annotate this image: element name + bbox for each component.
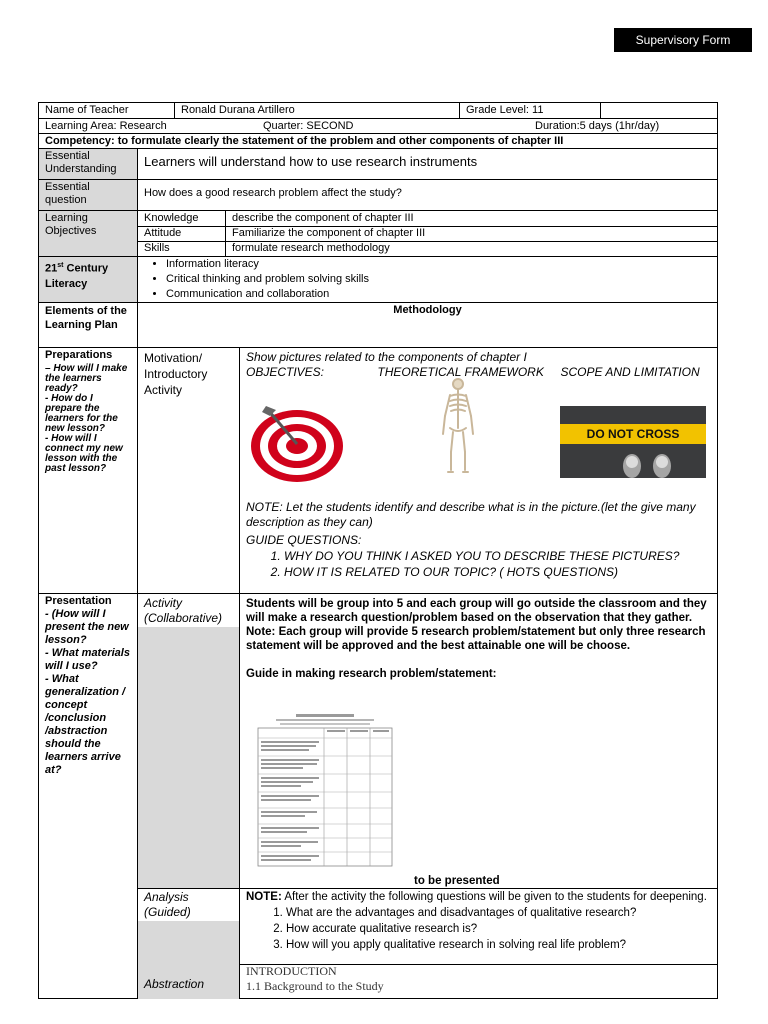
essential-understanding-value: Learners will understand how to use research instruments (144, 154, 478, 169)
activity-subrow (138, 594, 717, 889)
knowledge-row (138, 211, 717, 227)
motivation-note: NOTE: Let the students identify and describe what is in the picture.(let the give many description as they can) (246, 500, 696, 529)
essential-understanding-row (39, 149, 717, 180)
analysis-content (240, 888, 717, 964)
activity-label: Activity (Collaborative) (144, 596, 223, 625)
do-not-cross-image (560, 406, 706, 478)
analysis-gray-fill (138, 921, 239, 964)
analysis-question: 1. What are the advantages and disadvantages of qualitative research? (286, 905, 711, 921)
teacher-row (39, 103, 717, 119)
activity-guide: Guide in making research problem/statement: (246, 668, 497, 680)
activity-paragraph: Students will be group into 5 and each group will go outside the classroom and they will make a research question/problem based on the observation that they gather. (246, 598, 707, 624)
presentation-question: - (How will I present the new lesson? (45, 608, 129, 646)
motivation-line2: OBJECTIVES: THEORETICAL FRAMEWORK SCOPE AND LIMITATION (246, 365, 700, 379)
teacher-label: Name of Teacher (39, 103, 175, 118)
elements-label: Elements of the Learning Plan (39, 303, 138, 347)
duration: Duration:5 days (1hr/day) (535, 120, 660, 132)
guide-questions-label: GUIDE QUESTIONS: (246, 533, 362, 547)
preparations-label-cell (39, 348, 138, 593)
preparations-question: – How will I make the learners ready? (45, 363, 128, 394)
presentation-row (39, 594, 717, 999)
skills-value: formulate research methodology (232, 242, 390, 254)
essential-understanding-label: Essential Understanding (39, 149, 138, 179)
grade-level: Grade Level: 11 (460, 103, 601, 118)
learning-area-row (39, 119, 717, 134)
to-be-presented: to be presented (414, 875, 500, 887)
literacy-label: 21st Century Literacy (39, 257, 138, 302)
supervisory-form-badge: Supervisory Form (614, 28, 752, 52)
skills-label: Skills (138, 241, 226, 256)
analysis-note: NOTE: After the activity the following questions will be given to the students for deepening. (246, 891, 707, 903)
learning-area: Learning Area: Research (45, 120, 167, 132)
literacy-item: • Critical thinking and problem solving skills (166, 272, 711, 287)
motivation-content (240, 348, 717, 593)
motivation-line1: Show pictures related to the components of chapter I (246, 350, 527, 364)
guide-question: 2. HOW IT IS RELATED TO OUR TOPIC? ( HOTS QUESTIONS) (284, 564, 717, 580)
learning-objectives-label: Learning Objectives (39, 211, 138, 256)
literacy-item: • Communication and collaboration (166, 287, 711, 302)
literacy-item: • Information literacy (166, 257, 711, 272)
skeleton-icon (438, 376, 478, 476)
rubric-thumbnail (256, 712, 394, 868)
guide-questions-list (240, 548, 717, 580)
preparations-label: Preparations (45, 349, 113, 361)
abstraction-content (240, 964, 717, 999)
methodology-heading: Methodology (393, 304, 462, 316)
essential-question-value: How does a good research problem affect the study? (144, 187, 402, 199)
target-icon (250, 398, 346, 482)
sneakers-icon (618, 448, 678, 478)
preparations-question: - How do I prepare the learners for the new lesson? (45, 393, 118, 434)
learning-objectives-row (39, 211, 717, 257)
activity-content (240, 594, 717, 888)
analysis-question: 3. How will you apply qualitative research in solving real life problem? (286, 937, 711, 953)
abstraction-subheading: 1.1 Background to the Study (246, 979, 384, 993)
literacy-list (138, 257, 717, 302)
literacy-row (39, 257, 717, 303)
competency: Competency: to formulate clearly the statement of the problem and other components of chapter III (45, 135, 564, 147)
knowledge-label: Knowledge (138, 211, 226, 226)
presentation-question: - What materials will I use? (45, 647, 130, 672)
abstraction-subrow (138, 964, 717, 999)
preparations-row (39, 348, 717, 594)
presentation-question: - What generalization / concept /conclusion /abstraction should the learners arrive at? (45, 673, 126, 776)
motivation-label: Motivation/ Introductory Activity (138, 348, 240, 593)
essential-question-label: Essential question (39, 180, 138, 210)
attitude-row (138, 226, 717, 242)
do-not-cross-tape: DO NOT CROSS (560, 424, 706, 444)
activity-gray-fill (138, 627, 239, 888)
presentation-label: Presentation (45, 595, 112, 607)
competency-row (39, 134, 717, 149)
analysis-question: 2. How accurate qualitative research is? (286, 921, 711, 937)
quarter: Quarter: SECOND (263, 120, 354, 132)
grade-extra-cell (601, 103, 717, 118)
attitude-label: Attitude (138, 226, 226, 241)
analysis-label-cell (138, 888, 240, 964)
attitude-value: Familiarize the component of chapter III (232, 227, 426, 239)
lesson-plan-table (38, 102, 718, 999)
abstraction-heading: INTRODUCTION (246, 964, 337, 978)
abstraction-label: Abstraction (138, 964, 240, 999)
analysis-label: Analysis (Guided) (144, 890, 191, 919)
essential-question-row (39, 180, 717, 211)
preparations-question: - How will I connect my new lesson with the past lesson? (45, 433, 123, 474)
analysis-subrow (138, 888, 717, 965)
skills-row (138, 241, 717, 256)
activity-label-cell (138, 594, 240, 888)
guide-question: 1. WHY DO YOU THINK I ASKED YOU TO DESCRIBE THESE PICTURES? (284, 548, 717, 564)
teacher-name: Ronald Durana Artillero (175, 103, 460, 118)
presentation-label-cell (39, 594, 138, 999)
knowledge-value: describe the component of chapter III (232, 212, 414, 224)
activity-note: Note: Each group will provide 5 research problem/statement but only three research statement will be approved and the best attainable one will be choose. (246, 626, 706, 652)
analysis-questions (246, 905, 711, 953)
elements-row (39, 303, 717, 348)
